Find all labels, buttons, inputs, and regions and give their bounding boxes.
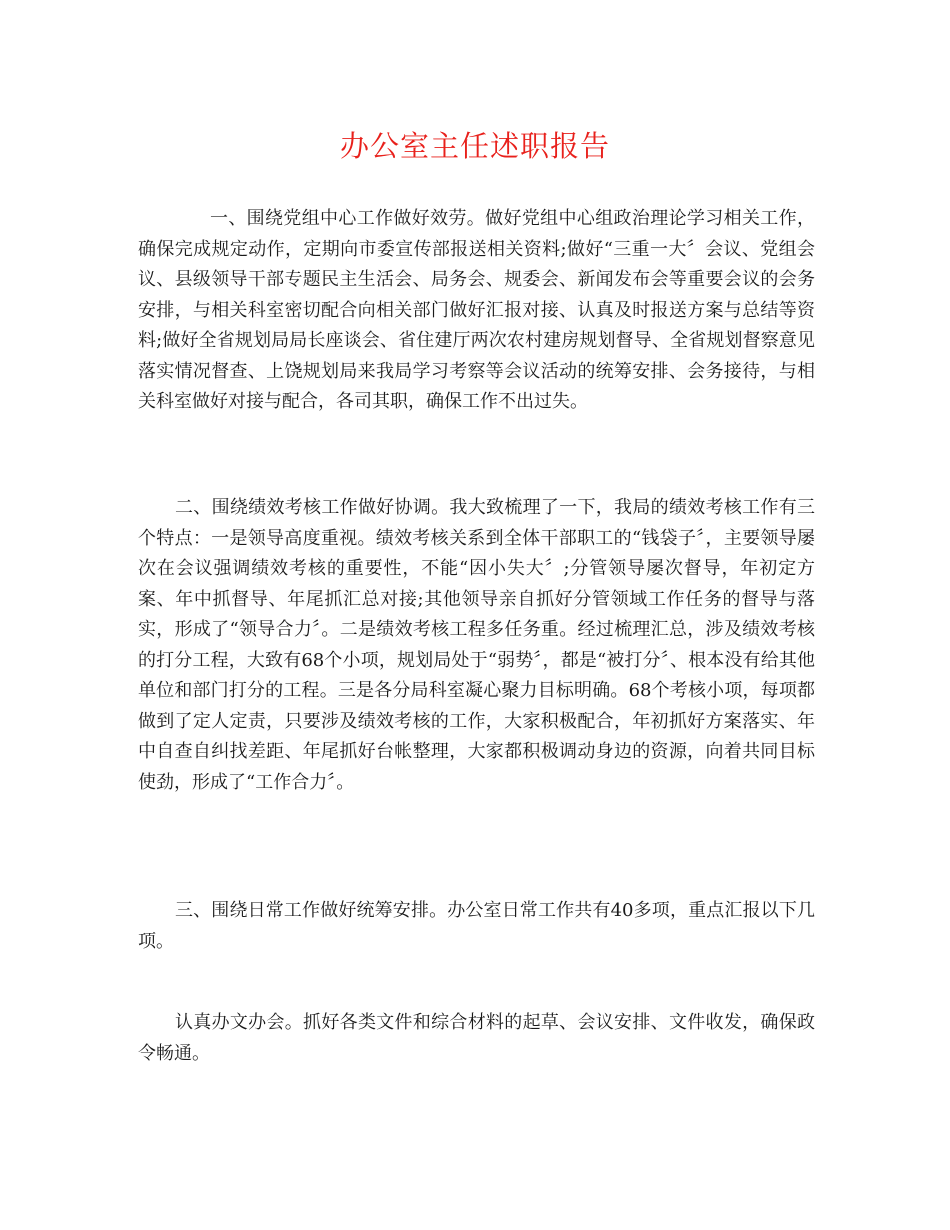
paragraph-performance-assessment: 二、围绕绩效考核工作做好协调。我大致梳理了一下，我局的绩效考核工作有三个特点：一是领导高度重视。绩效考核关系到全体干部职工的“钱袋子〞，主要领导屡次在会议强调绩效考核的重要性，不能“因小失大〞;分管领导屡次督导，年初定方案、年中抓督导、年尾抓汇总对接;其他领导亲自抓好分管领域工作任务的督导与落实，形成了“领导合力〞。二是绩效考核工程多任务重。经过梳理汇总，涉及绩效考核的打分工程，大致有68个小项，规划局处于“弱势〞，都是“被打分〞、根本没有给其他单位和部门打分的工程。三是各分局科室凝心聚力目标明确。68个考核小项，每项都做到了定人定责，只要涉及绩效考核的工作，大家积极配合，年初抓好方案落实、年中自查自纠找差距、年尾抓好台帐整理，大家都积极调动身边的资源，向着共同目标使劲，形成了“工作合力〞。 [138,497,815,793]
paragraph-document-handling: 认真办文办会。抓好各类文件和综合材料的起草、会议安排、文件收发，确保政令畅通。 [138,1012,815,1064]
paragraph-daily-work: 三、围绕日常工作做好统筹安排。办公室日常工作共有40多项，重点汇报以下几项。 [138,900,815,952]
paragraph-party-group-service: 一、围绕党组中心工作做好效劳。做好党组中心组政治理论学习相关工作，确保完成规定动作，定期向市委宣传部报送相关资料;做好“三重一大〞会议、党组会议、县级领导干部专题民主生活会、局务会、规委会、新闻发布会等重要会议的会务安排，与相关科室密切配合向相关部门做好汇报对接、认真及时报送方案与总结等资料;做好全省规划局局长座谈会、省住建厅两次农村建房规划督导、全省规划督察意见落实情况督查、上饶规划局来我局学习考察等会议活动的统筹安排、会务接待，与相关科室做好对接与配合，各司其职，确保工作不出过失。 [138,208,815,412]
document-title: 办公室主任述职报告 [339,129,610,163]
